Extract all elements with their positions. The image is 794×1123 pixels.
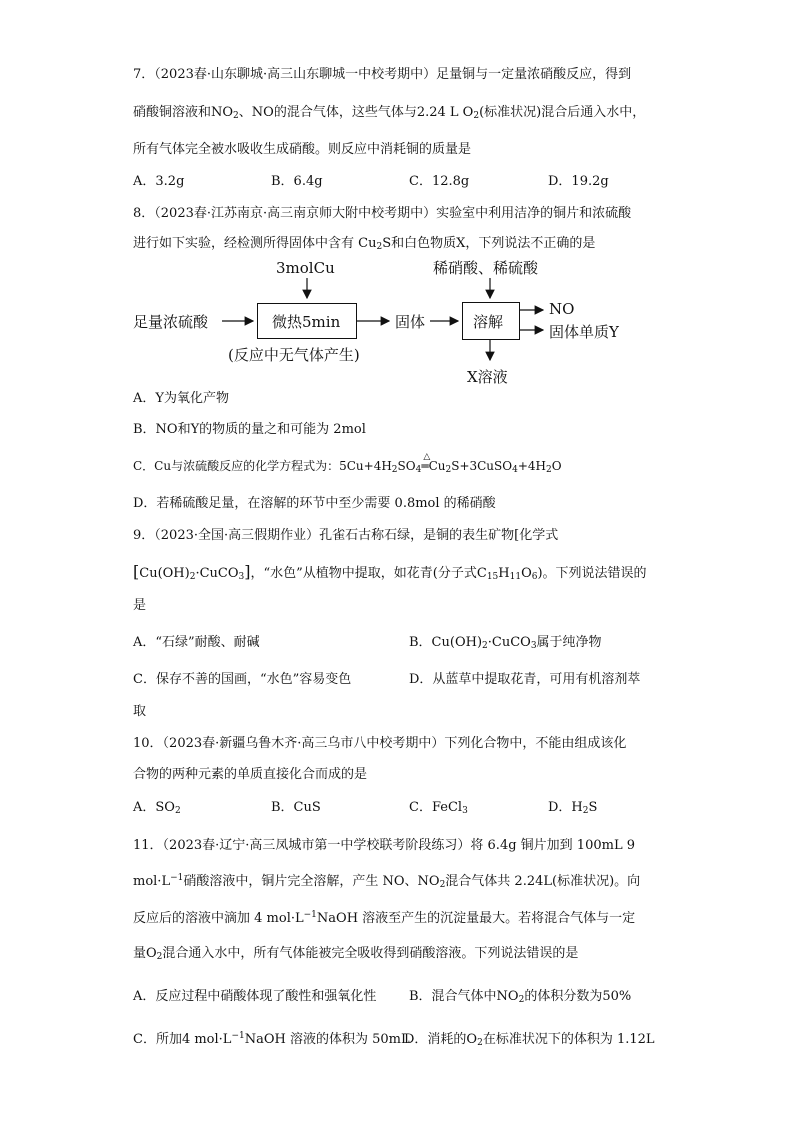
q11-line2-b: 硝酸溶液中，铜片完全溶解，产生 NO、NO xyxy=(183,874,440,889)
q11-option-d-a: D．消耗的O xyxy=(404,1032,478,1047)
q7-text: 足量铜与一定量浓硝酸反应，得到 xyxy=(436,67,632,82)
q7-line3: 所有气体完全被水吸收生成硝酸。则反应中消耗铜的质量是 xyxy=(133,142,472,157)
q9-source: （2023·全国·高三假期作业） xyxy=(154,528,320,543)
q11-line2-c: 混合气体共 2.24L(标准状况)。向 xyxy=(445,874,641,889)
diagram-reagent1: 3molCu xyxy=(276,259,335,277)
q7-line2-c: (标准状况)混合后通入水中， xyxy=(479,105,646,120)
q9-line2-f: )。下列说法错误的 xyxy=(537,566,647,581)
q11-option-c: C．所加4 $mol\cdot L^{-1}NaOH$ 溶液的体积为 50mL xyxy=(133,1031,410,1047)
q8-option-a: A．Y为氧化产物 xyxy=(133,391,229,406)
q11-option-d-b: 在标准状况下的体积为 1.12L xyxy=(482,1032,655,1047)
q9-option-b-a: B．Cu(OH) xyxy=(409,635,483,650)
q10-option-a-text: A．SO xyxy=(133,800,175,815)
q8-option-c-text-d: S+3CuSO xyxy=(451,459,513,473)
diagram-out-no: NO xyxy=(549,300,575,318)
q8-option-c-text-c: Cu xyxy=(428,459,446,473)
diagram-note: (反应中无气体产生) xyxy=(228,346,360,364)
q9-option-d: D．从蓝草中提取花青，可用有机溶剂萃 xyxy=(409,672,641,687)
q10-text: 下列化合物中，不能由组成该化 xyxy=(444,736,627,751)
q10-number: 10． xyxy=(133,736,163,751)
q8-option-d: D．若稀硫酸足量，在溶解的环节中至少需要 0.8mol 的稀硝酸 xyxy=(133,496,496,511)
q8-option-b: B．NO和Y的物质的量之和可能为 2mol xyxy=(133,422,366,437)
q11-text: 将 6.4g 铜片加到 100mL 9 xyxy=(470,838,635,853)
q11-option-d: D．消耗的$O_2$在标准状况下的体积为 1.12L xyxy=(404,1032,655,1048)
q7-source: （2023春·山东聊城·高三山东聊城一中校考期中） xyxy=(154,67,437,82)
q11-line1 xyxy=(133,837,635,855)
q11-line3-b: NaOH 溶液至产生的沉淀量最大。若将混合气体与一定 xyxy=(316,911,636,926)
heat-condition: △ ═ xyxy=(421,457,428,475)
q7-option-b: B．6.4g xyxy=(271,174,323,189)
q8-line2-b: S和白色物质X，下列说法不正确的是 xyxy=(382,236,596,251)
q11-line3-a: 反应后的溶液中滴加 4 mol·L xyxy=(133,911,304,926)
q11-option-b: B．混合气体中$NO_2$的体积分数为50% xyxy=(409,989,632,1005)
q11-option-b-a: B．混合气体中NO xyxy=(409,989,519,1004)
q7-option-c: C．12.8g xyxy=(409,174,470,189)
diagram-step1-box xyxy=(257,303,357,339)
diagram-mid: 固体 xyxy=(395,313,426,331)
diagram-out-x: X溶液 xyxy=(467,368,508,386)
q11-source: （2023春·辽宁·高三凤城市第一中学校联考阶段练习） xyxy=(162,838,471,853)
bracket-right: ] xyxy=(244,562,251,581)
q9-line1 xyxy=(133,527,558,545)
q11-line4-a: 量O xyxy=(133,946,157,961)
q9-formula-a: Cu(OH) xyxy=(139,566,190,581)
bracket-left: [ xyxy=(133,562,140,581)
q9-text: 孔雀石古称石绿，是铜的表生矿物[化学式 xyxy=(319,528,559,543)
diagram-step2-box xyxy=(462,302,520,340)
q10-option-c: C．FeCl$_3$ xyxy=(409,800,468,816)
flow-diagram xyxy=(0,250,794,385)
q11-line3: 反应后的溶液中滴加 4 $mol\cdot L^{-1}NaOH$ 溶液至产生的沉淀量最大。若将混合气体与一定 xyxy=(133,910,636,926)
diagram-step1: 微热5min xyxy=(272,313,341,331)
q9-number: 9． xyxy=(133,528,155,543)
q10-option-b: B．CuS xyxy=(271,800,321,815)
q11-number: 11． xyxy=(133,838,163,853)
q10-option-d: D．$H_2S$ xyxy=(548,800,598,816)
q10-line2: 合物的两种元素的单质直接化合而成的是 xyxy=(133,767,368,782)
q11-line4-b: 混合通入水中，所有气体能被完全吸收得到硝酸溶液。下列说法错误的是 xyxy=(162,946,579,961)
q8-line2-a: 进行如下实验，经检测所得固体中含有 Cu xyxy=(133,236,377,251)
q8-number: 8． xyxy=(133,206,155,221)
q9-line2: $[Cu(OH)_2\cdot CuCO_3]$，“水色”从植物中提取，如花青(分子式$C_{15}H_{11}O_6$)。下列说法错误的 xyxy=(133,562,647,582)
q10-option-c-text: C．FeCl xyxy=(409,800,463,815)
q8-source: （2023春·江苏南京·高三南京师大附中校考期中） xyxy=(154,206,437,221)
q9-option-d-cont: 取 xyxy=(133,704,147,719)
q8-option-c-text-e: +4H xyxy=(517,459,546,473)
q10-source: （2023春·新疆乌鲁木齐·高三乌市八中校考期中） xyxy=(162,736,445,751)
q9-option-b-c: 属于纯净物 xyxy=(536,635,602,650)
q11-line4: 量$O_2$混合通入水中，所有气体能被完全吸收得到硝酸溶液。下列说法错误的是 xyxy=(133,946,579,962)
q9-option-c: C．保存不善的国画，“水色”容易变色 xyxy=(133,672,352,687)
q7-option-a: A．3.2g xyxy=(133,174,185,189)
q9-option-a: A．“石绿”耐酸、耐碱 xyxy=(133,635,260,650)
q11-line2-a: mol·L xyxy=(133,874,171,889)
q11-option-b-b: 的体积分数为50% xyxy=(524,989,632,1004)
q7-line1 xyxy=(133,66,631,84)
delta-icon: △ xyxy=(423,452,431,462)
diagram-step2: 溶解 xyxy=(473,313,504,331)
diagram-reagent2: 稀硝酸、稀硫酸 xyxy=(433,259,539,277)
q9-line3: 是 xyxy=(133,598,147,613)
q11-option-c-a: C．所加4 mol·L xyxy=(133,1032,232,1047)
q7-line2-a: 硝酸铜溶液和NO xyxy=(133,105,234,120)
q7-option-d: D．19.2g xyxy=(548,174,609,189)
q9-line2-d: H xyxy=(498,566,510,581)
q8-text: 实验室中利用洁净的铜片和浓硫酸 xyxy=(436,206,632,221)
q9-line2-e: O xyxy=(521,566,532,581)
q9-formula-b: ·CuCO xyxy=(195,566,239,581)
q10-option-d-text-b: S xyxy=(588,800,598,815)
q10-option-a: A．$SO_2$ xyxy=(133,800,181,816)
diagram-start: 足量浓硫酸 xyxy=(133,313,209,331)
q8-line1 xyxy=(133,205,631,223)
diagram-out-y: 固体单质Y xyxy=(549,323,619,341)
q9-line2-c: ，“水色”从植物中提取，如花青(分子式C xyxy=(250,566,487,581)
q8-option-c-text-a: C．Cu与浓硫酸反应的化学方程式为：5Cu+4H xyxy=(133,459,392,473)
q7-line2-b: 、NO的混合气体，这些气体与2.24 L O xyxy=(238,105,474,120)
q9-option-b-b: ·CuCO xyxy=(487,635,531,650)
q7-line2: 硝酸铜溶液和$NO_2$、NO的混合气体，这些气体与2.24 L $O_2$(标准状况)混合后通入水中， xyxy=(133,105,646,121)
q11-option-c-b: NaOH 溶液的体积为 50mL xyxy=(244,1032,410,1047)
q8-option-c-text-b: SO xyxy=(397,459,416,473)
q10-option-d-text: D．H xyxy=(548,800,583,815)
q8-option-c-text-f: O xyxy=(551,459,562,473)
q11-line2: $mol\cdot L^{-1}$硝酸溶液中，铜片完全溶解，产生 NO、$NO_2$混合气体共 2.24L(标准状况)。向 xyxy=(133,873,641,890)
q10-line1 xyxy=(133,735,626,753)
q11-option-a: A．反应过程中硝酸体现了酸性和强氧化性 xyxy=(133,989,377,1004)
q8-line2: 进行如下实验，经检测所得固体中含有 $Cu_2S$和白色物质X，下列说法不正确的是 xyxy=(133,236,596,252)
q9-option-b: B．$Cu(OH)_2\cdot CuCO_3$属于纯净物 xyxy=(409,635,602,651)
q7-number: 7． xyxy=(133,67,155,82)
q8-option-c: C．Cu与浓硫酸反应的化学方程式为：$5Cu+4H_2SO_4$ △ $═Cu_2S+3CuSO_4+4H_2O$ xyxy=(133,457,562,475)
